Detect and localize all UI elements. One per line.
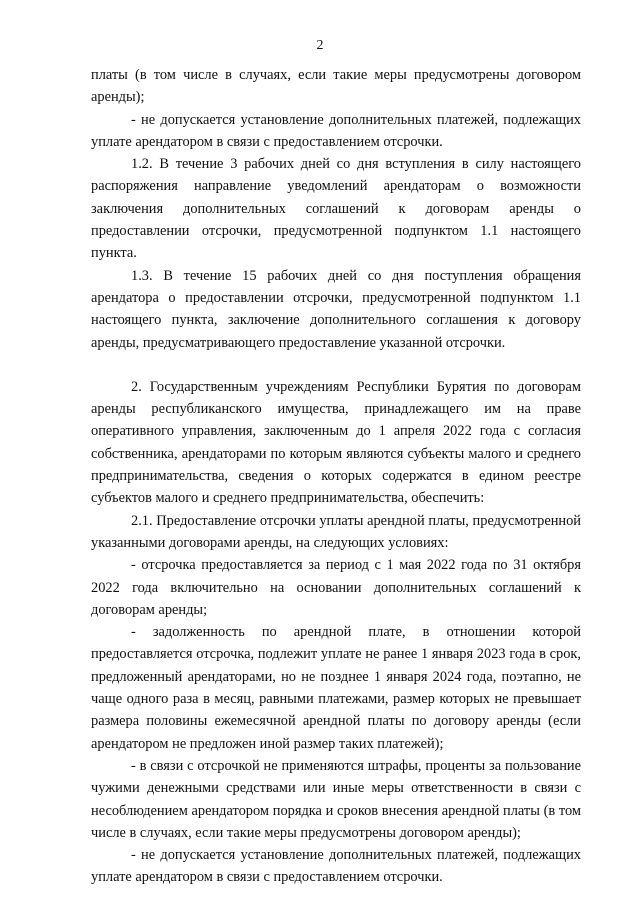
document-body [91, 64, 581, 889]
paragraph-continuation: платы (в том числе в случаях, если такие меры предусмотрены договором аренды); [91, 67, 581, 106]
paragraph-no-penalties: - в связи с отсрочкой не применяются штрафы, проценты за пользование чужими денежными средствами или иные меры ответственности в связи с несоблюдением арендатором порядка и сроков внесения арендной платы (в том числе в случаях, если такие меры предусмотрены договором аренды); [91, 757, 581, 841]
paragraph-1-3: 1.3. В течение 15 рабочих дней со дня поступления обращения арендатора о предоставлении отсрочки, предусмотренной подпунктом 1.1 настоящего пункта, заключение дополнительного соглашения к договору аренды, предусматривающего предоставление указанной отсрочки. [91, 267, 581, 351]
paragraph-deferral-period: - отсрочка предоставляется за период с 1 мая 2022 года по 31 октября 2022 года включительно на основании дополнительных соглашений к договорам аренды; [91, 557, 581, 618]
page-number: 2 [316, 38, 324, 53]
paragraph-debt-repayment: - задолженность по арендной плате, в отношении которой предоставляется отсрочка, подлежит уплате не ранее 1 января 2023 года в срок, предложенный арендаторами, но не позднее 1 января 2024 года, поэтапно, не чаще одного раза в месяц, равными платежами, размер которых не превышает размера половины ежемесячной арендной платы по договору аренды (если арендатором не предложен иной размер таких платежей); [91, 624, 581, 752]
paragraph-no-extra-payments-2: - не допускается установление дополнительных платежей, подлежащих уплате арендатором в связи с предоставлением отсрочки. [91, 847, 581, 886]
paragraph-1-2: 1.2. В течение 3 рабочих дней со дня вступления в силу настоящего распоряжения направление уведомлений арендаторам о возможности заключения дополнительных соглашений к договорам аренды о предоставлении отсрочки, предусмотренной подпунктом 1.1 настоящего пункта. [91, 156, 581, 262]
paragraph-2-1: 2.1. Предоставление отсрочки уплаты арендной платы, предусмотренной указанными договорами аренды, на следующих условиях: [91, 512, 581, 551]
paragraph-2: 2. Государственным учреждениям Республики Бурятия по договорам аренды республиканского имущества, принадлежащего им на праве оперативного управления, заключенным до 1 апреля 2022 года с согласия собственника, арендаторами по которым являются субъекты малого и среднего предпринимательства, сведения о которых содержатся в едином реестре субъектов малого и среднего предпринимательства, обеспечить: [91, 378, 581, 507]
paragraph-no-extra-payments: - не допускается установление дополнительных платежей, подлежащих уплате арендатором в связи с предоставлением отсрочки. [91, 111, 581, 150]
